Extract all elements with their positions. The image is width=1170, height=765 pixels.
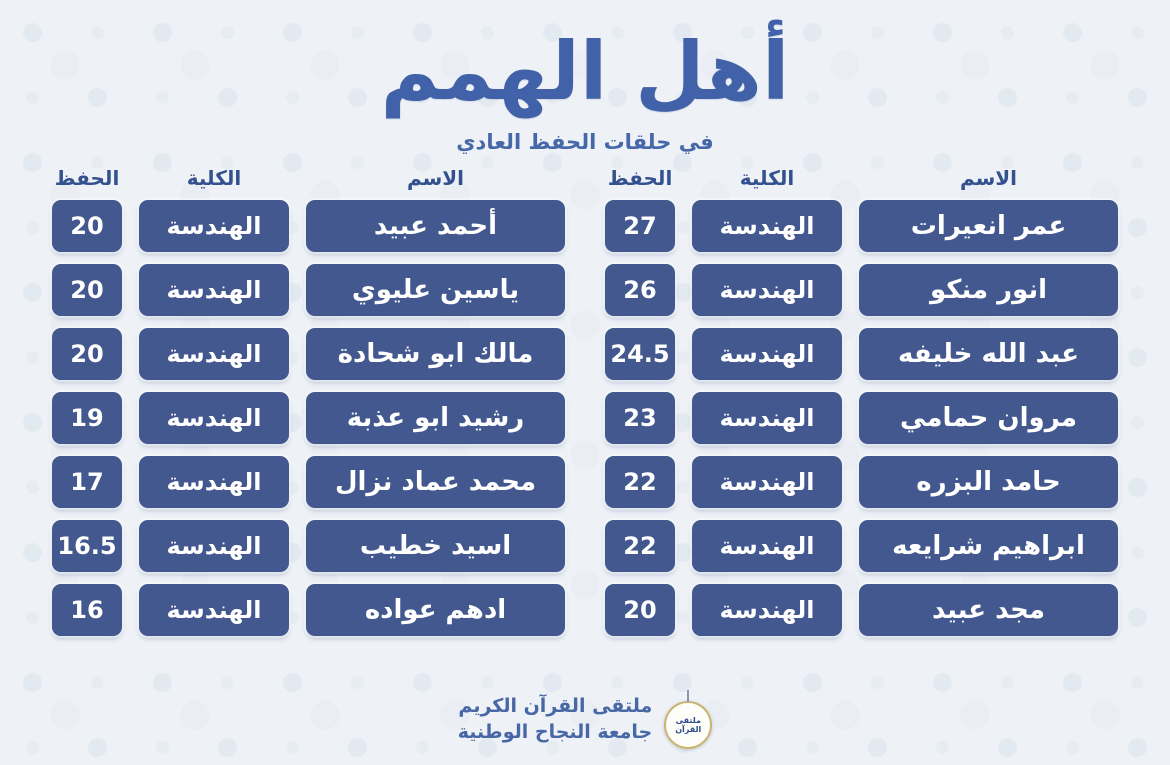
college-cell: الهندسة: [692, 456, 842, 508]
table-row: [605, 328, 1118, 380]
footer-text: [458, 694, 652, 745]
table-secondary: [52, 166, 565, 648]
table-row: [52, 200, 565, 252]
table-row: [52, 392, 565, 444]
name-cell: ياسين عليوي: [306, 264, 565, 316]
footer: [0, 691, 1170, 749]
name-cell: مالك ابو شحادة: [306, 328, 565, 380]
title-calligraphy: أهل الهمم: [380, 25, 790, 118]
name-cell: انور منكو: [859, 264, 1118, 316]
table-row: [605, 392, 1118, 444]
score-value: 20: [70, 276, 104, 304]
score-cell: [52, 520, 122, 572]
table-row: [52, 456, 565, 508]
subtitle: في حلقات الحفظ العادي: [456, 130, 714, 154]
college-cell: الهندسة: [692, 392, 842, 444]
score-value: 20: [70, 212, 104, 240]
score-cell: [605, 264, 675, 316]
score-value: 27: [623, 212, 657, 240]
table-row: [605, 584, 1118, 636]
name-cell: عبد الله خليفه: [859, 328, 1118, 380]
name-cell: اسيد خطيب: [306, 520, 565, 572]
score-cell: [52, 584, 122, 636]
college-cell: الهندسة: [139, 584, 289, 636]
score-value: 22: [623, 468, 657, 496]
score-value: 19: [70, 404, 104, 432]
name-cell: محمد عماد نزال: [306, 456, 565, 508]
college-cell: الهندسة: [139, 200, 289, 252]
college-cell: الهندسة: [692, 520, 842, 572]
score-value: 23: [623, 404, 657, 432]
college-cell: الهندسة: [692, 584, 842, 636]
table-row: [52, 520, 565, 572]
header: [0, 0, 1170, 154]
score-cell: [605, 584, 675, 636]
college-cell: الهندسة: [139, 392, 289, 444]
name-cell: ادهم عواده: [306, 584, 565, 636]
college-cell: الهندسة: [692, 264, 842, 316]
score-value: 20: [623, 596, 657, 624]
column-header-score: الحفظ: [54, 166, 120, 190]
footer-line-1: ملتقى القرآن الكريم: [458, 695, 653, 718]
score-cell: [52, 456, 122, 508]
college-cell: الهندسة: [692, 200, 842, 252]
college-cell: الهندسة: [139, 456, 289, 508]
score-value: 24.5: [610, 340, 670, 368]
column-header-score: الحفظ: [607, 166, 673, 190]
column-header-name: الاسم: [959, 166, 1018, 190]
score-cell: [52, 264, 122, 316]
score-cell: [605, 200, 675, 252]
score-cell: [605, 328, 675, 380]
score-cell: [605, 520, 675, 572]
column-header-college: الكلية: [186, 166, 242, 190]
footer-line-2: جامعة النجاح الوطنية: [457, 721, 653, 743]
score-value: 16: [70, 596, 104, 624]
score-value: 20: [70, 340, 104, 368]
score-value: 17: [70, 468, 104, 496]
name-cell: مروان حمامي: [859, 392, 1118, 444]
table-row: [605, 456, 1118, 508]
table-row: [605, 264, 1118, 316]
college-cell: الهندسة: [139, 328, 289, 380]
quran-forum-logo: [664, 701, 712, 749]
tables-area: [0, 166, 1170, 648]
table-row: [52, 584, 565, 636]
score-value: 16.5: [57, 532, 117, 560]
name-cell: رشيد ابو عذبة: [306, 392, 565, 444]
name-cell: مجد عبيد: [859, 584, 1118, 636]
table-header-row: [52, 166, 565, 190]
score-cell: [605, 456, 675, 508]
score-value: 22: [623, 532, 657, 560]
table-row: [605, 200, 1118, 252]
name-cell: حامد البزره: [859, 456, 1118, 508]
table-row: [52, 264, 565, 316]
college-cell: الهندسة: [139, 264, 289, 316]
name-cell: عمر انعيرات: [859, 200, 1118, 252]
table-header-row: [605, 166, 1118, 190]
name-cell: ابراهيم شرايعه: [859, 520, 1118, 572]
column-header-college: الكلية: [739, 166, 795, 190]
table-row: [52, 328, 565, 380]
score-cell: [52, 328, 122, 380]
table-row: [605, 520, 1118, 572]
score-value: 26: [623, 276, 657, 304]
table-primary: [605, 166, 1118, 648]
column-header-name: الاسم: [406, 166, 465, 190]
score-cell: [52, 392, 122, 444]
college-cell: الهندسة: [139, 520, 289, 572]
score-cell: [605, 392, 675, 444]
score-cell: [52, 200, 122, 252]
logo-calligraphy: ملتقى القرآن: [675, 715, 702, 734]
college-cell: الهندسة: [692, 328, 842, 380]
name-cell: أحمد عبيد: [306, 200, 565, 252]
